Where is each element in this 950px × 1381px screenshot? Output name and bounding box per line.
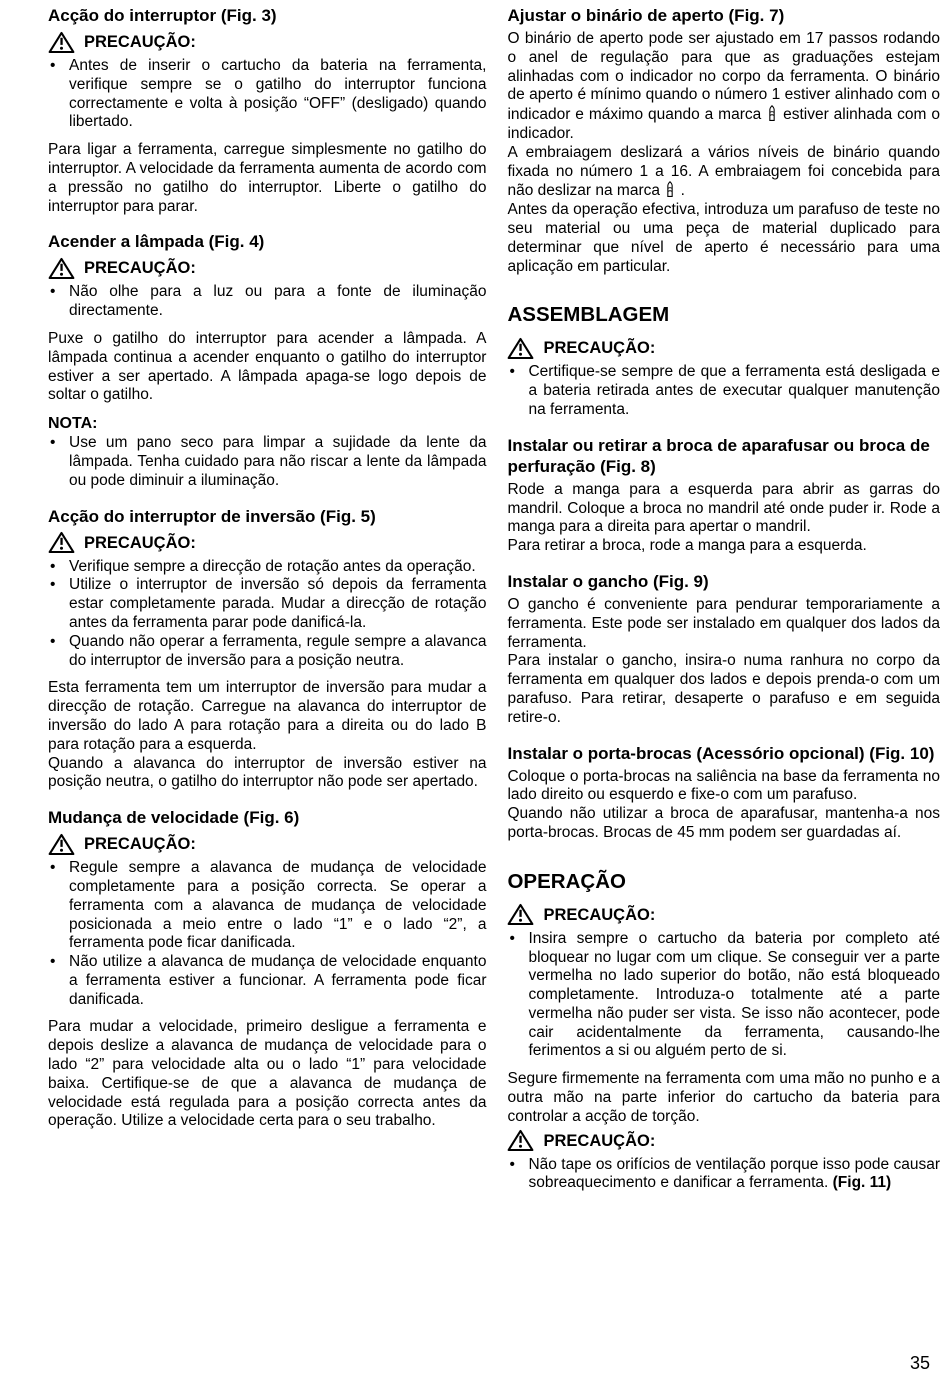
precaution-label: PRECAUÇÃO: (543, 905, 656, 924)
paragraph: Segure firmemente na ferramenta com uma mão no punho e a outra mão na parte inferior do cartucho da bateria para controlar a acção de torção. (507, 1070, 940, 1125)
paragraph: O gancho é conveniente para pendurar temporariamente a ferramenta. Este pode ser instalado em qualquer dos lados da ferramenta. (507, 595, 940, 651)
bullet-marker: • (50, 283, 56, 301)
bullet-marker: • (50, 859, 56, 877)
bullet-text: Regule sempre a alavanca de mudança de velocidade completamente para a posição correcta. Se operar a ferramenta com a alavanca de mudança de velocidade posicionada a meio entre o lado “1” e o lado “2”, a ferramenta pode ficar danificada. (69, 859, 487, 952)
left-column (48, 5, 486, 1193)
warning-triangle-icon (48, 31, 75, 54)
warning-triangle-icon (48, 257, 75, 280)
bullet-item (507, 930, 940, 1062)
paragraph: Rode a manga para a esquerda para abrir as garras do mandril. Coloque a broca no mandril até onde puder ir. Rode a manga para a direita para apertar o mandril. (507, 480, 940, 536)
paragraph-text: . (680, 182, 685, 200)
section-heading-fig5: Acção do interruptor de inversão (Fig. 5) (48, 506, 376, 526)
precaution-label: PRECAUÇÃO: (543, 1131, 656, 1150)
bullet-text: Não utilize a alavanca de mudança de velocidade enquanto a ferramenta estiver a funcionar. A ferramenta pode ficar danificada. (69, 953, 487, 1008)
precaution-label: PRECAUÇÃO: (84, 835, 196, 854)
precaution-header (48, 832, 486, 856)
bullet-text: Não olhe para a luz ou para a fonte de iluminação directamente. (69, 283, 487, 320)
bullet-marker: • (509, 1155, 515, 1173)
precaution-label: PRECAUÇÃO: (84, 259, 196, 278)
page-number: 35 (909, 1353, 930, 1373)
warning-triangle-icon (507, 337, 534, 360)
paragraph: Puxe o gatilho do interruptor para acender a lâmpada. A lâmpada continua a acender enquanto o gatilho do interruptor estiver a ser apertado. A lâmpada apaga-se logo depois de soltar o gatilho. (48, 329, 487, 404)
right-column (507, 5, 940, 1193)
paragraph-text: estiver alinhada com o indicador. (507, 106, 941, 142)
bullet-item (48, 633, 486, 671)
section-heading-fig4: Acender a lâmpada (Fig. 4) (48, 232, 265, 252)
paragraph: Para retirar a broca, rode a manga para a esquerda. (507, 537, 867, 555)
precaution-header (48, 531, 486, 555)
bullet-text-main: Não tape os orifícios de ventilação porque isso pode causar sobreaquecimento e danificar a ferramenta. (528, 1155, 940, 1192)
bullet-text (528, 1156, 940, 1194)
precaution-label: PRECAUÇÃO: (84, 533, 196, 552)
bullet-marker: • (50, 953, 56, 971)
precaution-label: PRECAUÇÃO: (84, 33, 196, 51)
paragraph: Para ligar a ferramenta, carregue simplesmente no gatilho do interruptor. A velocidade da ferramenta aumenta de acordo com a pressão no gatilho do interruptor. Liberte o gatilho do interruptor para parar. (48, 141, 487, 215)
warning-triangle-icon (48, 531, 75, 554)
bullet-item (507, 363, 940, 419)
precaution-header (507, 336, 940, 360)
section-heading-fig8: Instalar ou retirar a broca de aparafusar ou broca de perfuração (Fig. 8) (507, 435, 930, 476)
paragraph-text: A embraiagem deslizará a vários níveis de binário quando fixada no número 1 a 16. A embraiagem foi concebida para não deslizar na marca (507, 143, 940, 200)
paragraph: Esta ferramenta tem um interruptor de inversão para mudar a direcção de rotação. Carregue na alavanca do interruptor de inversão do lado A para rotação para a direita ou do lado B para rotação para a esquerda. (48, 679, 487, 753)
warning-triangle-icon (507, 1129, 534, 1152)
precaution-header (48, 256, 486, 280)
bullet-item (48, 558, 486, 577)
bullet-text: Verifique sempre a direcção de rotação antes da operação. (69, 557, 476, 575)
paragraph: Coloque o porta-brocas na saliência na base da ferramenta no lado direito ou esquerdo e fixe-o com um parafuso. (507, 767, 940, 804)
note-label: NOTA: (48, 415, 98, 433)
precaution-label: PRECAUÇÃO: (543, 339, 656, 358)
paragraph: Quando a alavanca do interruptor de inversão estiver na posição neutra, o gatilho do interruptor não pode ser apertado. (48, 754, 487, 791)
bullet-text: Use um pano seco para limpar a sujidade da lente da lâmpada. Tenha cuidado para não riscar a lente da lâmpada ou pode diminuir a iluminação. (69, 434, 487, 489)
figure-reference: (Fig. 11) (832, 1174, 892, 1192)
section-heading-fig3: Acção do interruptor (Fig. 3) (48, 6, 277, 25)
paragraph (507, 30, 940, 144)
section-heading-fig10: Instalar o porta-brocas (Acessório opcional) (Fig. 10) (507, 743, 935, 763)
paragraph (507, 144, 940, 201)
drill-bit-mark-icon (766, 105, 778, 122)
section-heading-fig9: Instalar o gancho (Fig. 9) (507, 571, 709, 591)
precaution-header (507, 1129, 940, 1153)
bullet-item (48, 283, 486, 321)
bullet-text: Antes de inserir o cartucho da bateria na ferramenta, verifique sempre se o gatilho do interruptor funciona correctamente e volta à posição “OFF” (desligado) quando libertado. (69, 57, 487, 131)
precaution-header (48, 30, 486, 54)
bullet-item (48, 57, 486, 132)
paragraph: Quando não utilizar a broca de aparafusar, mantenha-a nos porta-brocas. Brocas de 45 mm podem ser guardadas aí. (507, 805, 940, 841)
bullet-item (48, 576, 486, 632)
section-heading-fig7: Ajustar o binário de aperto (Fig. 7) (507, 6, 785, 25)
section-heading-operacao: OPERAÇÃO (507, 869, 626, 893)
section-heading-fig6: Mudança de velocidade (Fig. 6) (48, 808, 300, 828)
warning-triangle-icon (48, 833, 75, 856)
bullet-text: Quando não operar a ferramenta, regule sempre a alavanca do interruptor de inversão para a posição neutra. (69, 632, 487, 669)
bullet-marker: • (50, 632, 56, 650)
bullet-text: Utilize o interruptor de inversão só depois da ferramenta estar completamente parada. Mudar a direcção de rotação antes da ferramenta parar pode danificá-la. (69, 576, 487, 631)
bullet-marker: • (50, 576, 56, 594)
bullet-item (48, 859, 486, 953)
bullet-item (48, 953, 486, 1009)
paragraph: Para mudar a velocidade, primeiro desligue a ferramenta e depois deslize a alavanca de mudança de velocidade para o lado “2” para velocidade alta ou o lado “1” para velocidade baixa. Certifique-se de que a alavanca de mudança de velocidade está regulada para a posição correcta antes da operação. Utilize a velocidade certa para o seu trabalho. (48, 1018, 487, 1130)
bullet-text: Certifique-se sempre de que a ferramenta está desligada e a bateria retirada antes de executar qualquer manutenção na ferramenta. (528, 363, 940, 418)
bullet-marker: • (50, 557, 56, 575)
drill-bit-mark-icon (664, 181, 676, 198)
paragraph-text: O binário de aperto pode ser ajustado em 17 passos rodando o anel de regulação para que as graduações estejam alinhadas com o indicador no corpo da ferramenta. O binário de aperto é mínimo quando o número 1 estiver alinhado com o indicador e máximo quando a marca (507, 30, 940, 124)
bullet-marker: • (509, 929, 515, 947)
bullet-item (48, 434, 486, 490)
bullet-marker: • (509, 363, 515, 381)
warning-triangle-icon (507, 903, 534, 926)
paragraph: Para instalar o gancho, insira-o numa ranhura no corpo da ferramenta em qualquer dos lados e depois prenda-o com um parafuso. Para retirar, desaperte o parafuso e em seguida retire-o. (507, 652, 940, 726)
bullet-marker: • (50, 434, 56, 452)
precaution-header (507, 903, 940, 927)
section-heading-assemblagem: ASSEMBLAGEM (507, 303, 670, 327)
bullet-marker: • (50, 57, 56, 74)
paragraph: Antes da operação efectiva, introduza um parafuso de teste no seu material ou uma peça de material duplicado para determinar que nível de aperto é necessário para uma aplicação em particular. (507, 201, 940, 275)
bullet-text: Insira sempre o cartucho da bateria por completo até bloquear no lugar com um clique. Se conseguir ver a parte vermelha no lado superior do botão, não está bloqueado completamente. Introduza-o totalmente até a parte vermelha não puder ser vista. Se isso não acontecer, pode cair acidentalmente da ferramenta, causando-lhe ferimentos a si ou alguém perto de si. (528, 929, 940, 1060)
bullet-item (507, 1156, 940, 1194)
